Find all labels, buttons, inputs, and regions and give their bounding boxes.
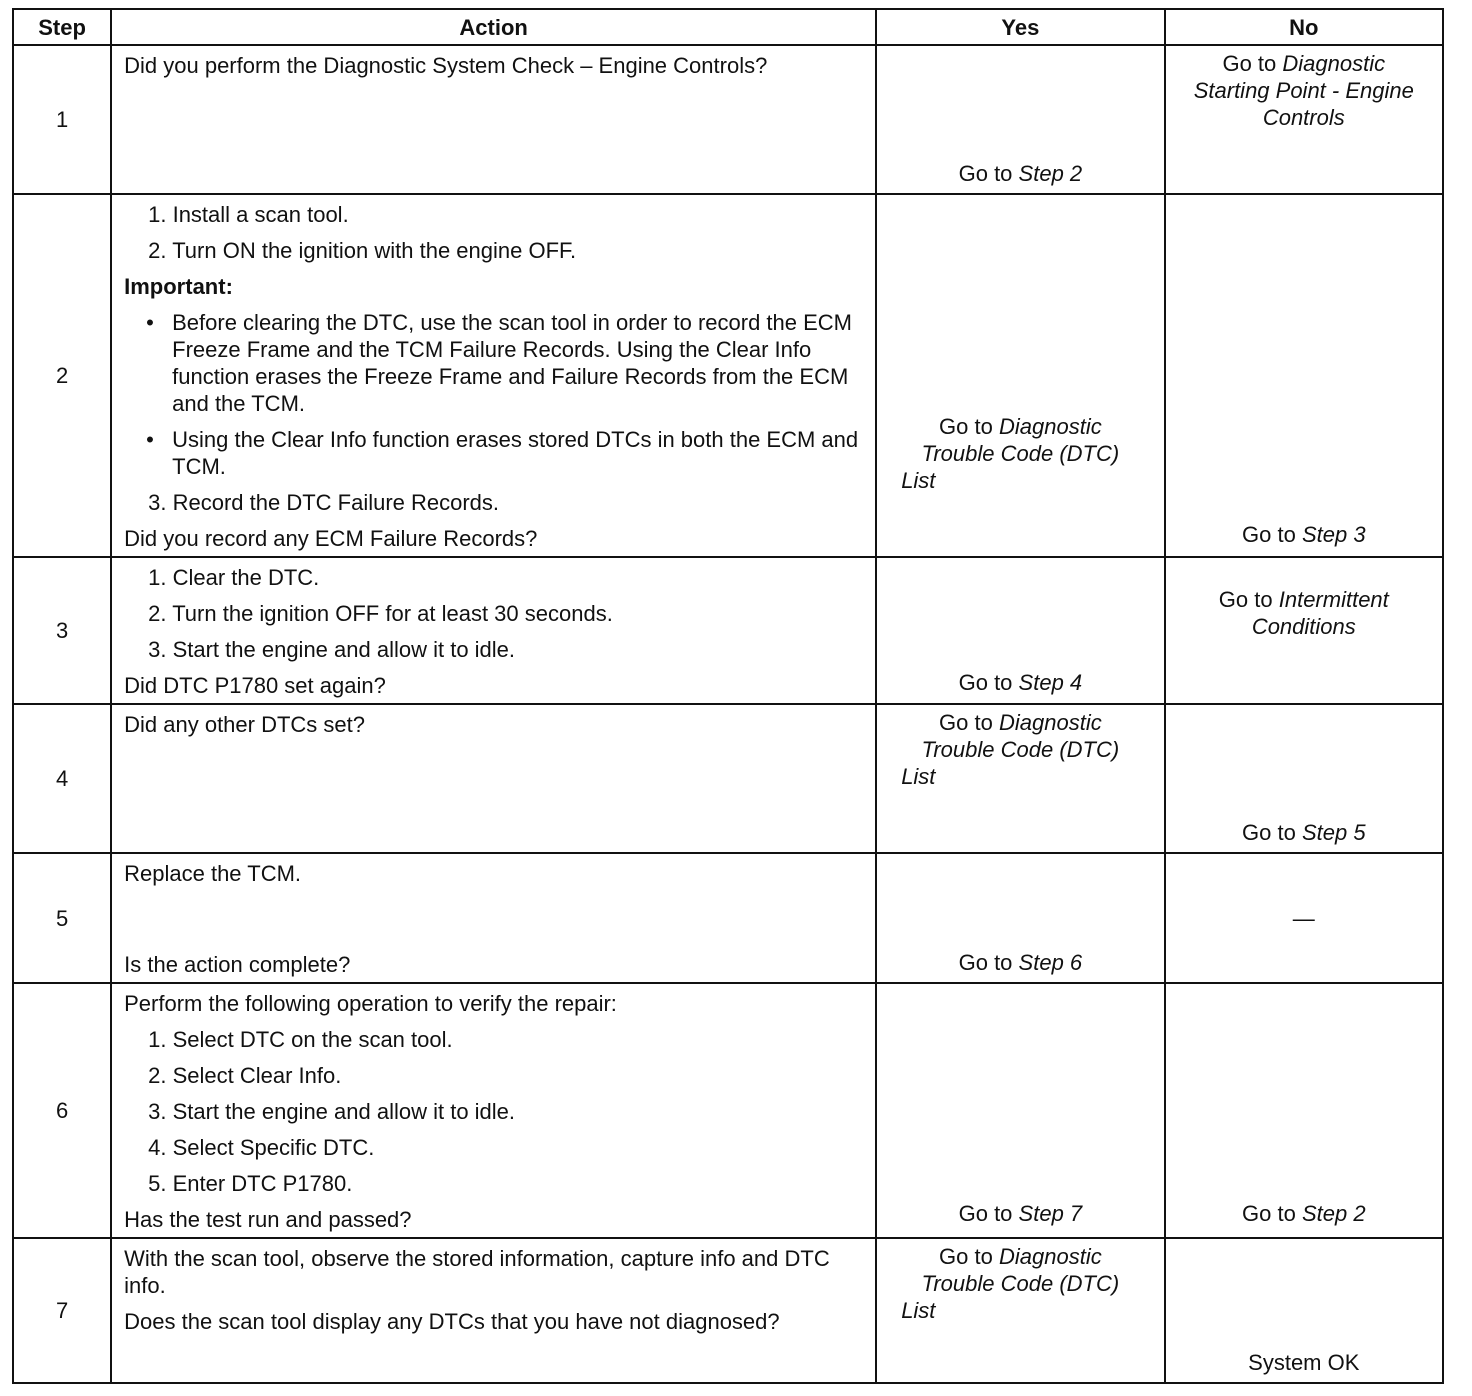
yes-link[interactable]: Go to Step 6 xyxy=(958,950,1083,975)
no-cell xyxy=(1165,45,1443,194)
action-cell xyxy=(111,45,876,194)
action-cell xyxy=(111,853,876,983)
action-cell xyxy=(111,983,876,1238)
yes-cell xyxy=(876,45,1164,194)
yes-cell xyxy=(876,853,1164,983)
yes-link[interactable]: Go to Step 7 xyxy=(958,1201,1083,1226)
yes-link[interactable]: Go to Diagnostic Trouble Code (DTC) List xyxy=(901,1244,1120,1323)
list-item: 5. Enter DTC P1780. xyxy=(148,1171,353,1196)
yes-cell xyxy=(876,1238,1164,1383)
list-item: 2. Select Clear Info. xyxy=(148,1063,342,1088)
yes-cell xyxy=(876,194,1164,557)
table-row xyxy=(13,983,1443,1238)
question-text: Did DTC P1780 set again? xyxy=(124,673,386,698)
no-cell xyxy=(1165,983,1443,1238)
action-cell xyxy=(111,557,876,704)
table-row xyxy=(13,853,1443,983)
step-number: 2 xyxy=(13,194,111,557)
question-text: Did you perform the Diagnostic System Check – Engine Controls? xyxy=(124,53,768,78)
instruction-text: Replace the TCM. xyxy=(124,861,302,886)
list-item: 3. Start the engine and allow it to idle. xyxy=(148,637,516,662)
yes-cell xyxy=(876,704,1164,853)
step-number: 7 xyxy=(13,1238,111,1383)
no-cell xyxy=(1165,194,1443,557)
table-row xyxy=(13,194,1443,557)
list-item: 1. Clear the DTC. xyxy=(148,565,320,590)
question-text: Did you record any ECM Failure Records? xyxy=(124,526,538,551)
yes-link[interactable]: Go to Diagnostic Trouble Code (DTC) List xyxy=(901,710,1120,789)
list-item: 2. Turn ON the ignition with the engine OFF. xyxy=(148,238,577,263)
header-step: Step xyxy=(13,9,111,45)
diagnostic-table xyxy=(12,8,1444,1384)
table-row xyxy=(13,557,1443,704)
question-text: Is the action complete? xyxy=(124,952,351,977)
table-row xyxy=(13,1238,1443,1383)
no-dash: — xyxy=(1292,905,1315,931)
yes-cell xyxy=(876,983,1164,1238)
action-cell xyxy=(111,704,876,853)
step-number: 3 xyxy=(13,557,111,704)
question-text: Has the test run and passed? xyxy=(124,1207,412,1232)
step-number: 6 xyxy=(13,983,111,1238)
yes-link[interactable]: Go to Step 2 xyxy=(958,161,1083,186)
step-number: 4 xyxy=(13,704,111,853)
no-link[interactable]: Go to Step 2 xyxy=(1242,1201,1366,1226)
question-text: Does the scan tool display any DTCs that you have not diagnosed? xyxy=(124,1309,780,1334)
header-no: No xyxy=(1165,9,1443,45)
header-action: Action xyxy=(111,9,876,45)
no-cell xyxy=(1165,704,1443,853)
yes-link[interactable]: Go to Step 4 xyxy=(958,670,1083,695)
list-item: 1. Install a scan tool. xyxy=(148,202,349,227)
no-cell xyxy=(1165,557,1443,704)
no-link[interactable]: Go to Step 5 xyxy=(1242,820,1366,845)
no-cell xyxy=(1165,1238,1443,1383)
header-row xyxy=(13,9,1443,45)
intro-text: With the scan tool, observe the stored information, capture info and DTC info. xyxy=(124,1246,830,1298)
no-link[interactable]: Go to Intermittent Conditions xyxy=(1218,587,1389,639)
header-yes: Yes xyxy=(876,9,1164,45)
list-item: 1. Select DTC on the scan tool. xyxy=(148,1027,453,1052)
question-text: Did any other DTCs set? xyxy=(124,712,365,737)
yes-link[interactable]: Go to Diagnostic Trouble Code (DTC) List xyxy=(901,414,1120,493)
list-item: 3. Start the engine and allow it to idle. xyxy=(148,1099,516,1124)
list-item: 2. Turn the ignition OFF for at least 30 seconds. xyxy=(148,601,613,626)
no-link[interactable]: Go to Diagnostic Starting Point - Engine Controls xyxy=(1193,51,1414,130)
bullet-item: • Before clearing the DTC, use the scan tool in order to record the ECM Freeze Frame and the TCM Failure Records. Using the Clear Info function erases the Freeze Frame and Failure Records from the ECM and the TCM. xyxy=(146,310,853,416)
bullet-item: • Using the Clear Info function erases stored DTCs in both the ECM and TCM. xyxy=(146,427,859,479)
intro-text: Perform the following operation to verify the repair: xyxy=(124,991,617,1016)
list-item: 3. Record the DTC Failure Records. xyxy=(148,490,500,515)
list-item: 4. Select Specific DTC. xyxy=(148,1135,375,1160)
action-cell xyxy=(111,1238,876,1383)
no-link[interactable]: Go to Step 3 xyxy=(1242,522,1366,547)
step-number: 1 xyxy=(13,45,111,194)
table-row xyxy=(13,704,1443,853)
system-ok-text: System OK xyxy=(1248,1350,1360,1375)
yes-cell xyxy=(876,557,1164,704)
no-cell xyxy=(1165,853,1443,983)
step-number: 5 xyxy=(13,853,111,983)
action-cell xyxy=(111,194,876,557)
table-row xyxy=(13,45,1443,194)
important-label: Important: xyxy=(124,274,233,299)
